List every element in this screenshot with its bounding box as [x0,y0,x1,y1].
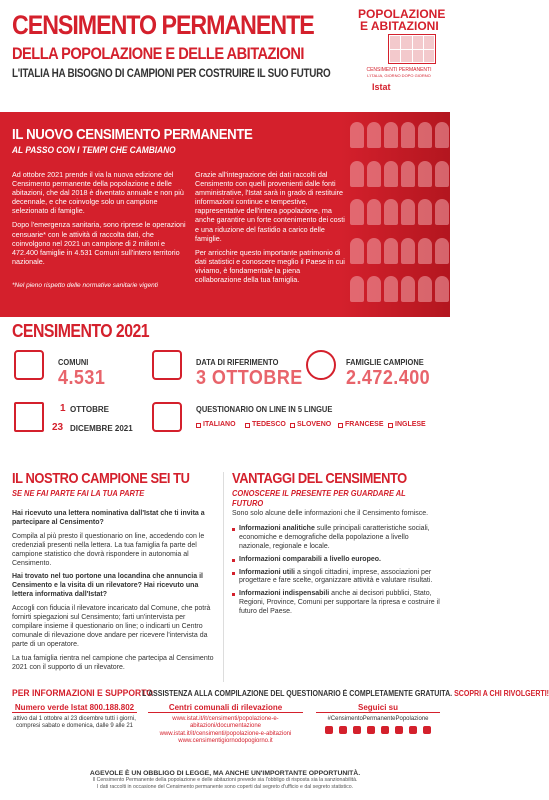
comuni-value: 4.531 [58,367,106,389]
page-subtitle: DELLA POPOLAZIONE E DELLE ABITAZIONI [12,44,304,63]
lang-item: TEDESCO [252,421,286,428]
lang-check-icon [290,423,295,428]
comuni-label: COMUNI [58,357,89,367]
census-2021-section [0,317,450,452]
youtube-icon[interactable] [381,726,389,734]
instagram-icon[interactable] [353,726,361,734]
telegram-icon[interactable] [409,726,417,734]
section-subtitle: AL PASSO CON I TEMPI CHE CAMBIANO [12,145,176,156]
legal-footer [0,770,450,791]
sample-section [0,470,450,685]
hashtag: #CensimentoPermanentePopolazione [327,716,429,723]
sample-title: IL NOSTRO CAMPIONE SEI TU [12,470,190,487]
list-item: Informazioni indispensabili anche ai decisori pubblici, Stato, Regioni, Province, Comuni per supportare la ripresa e costruire il futuro del Paese. [232,590,442,617]
questionnaire-label: QUESTIONARIO ON LINE IN 5 LINGUE [196,404,333,414]
families-value: 2.472.400 [346,367,431,389]
legal-headline: AGEVOLE È UN OBBLIGO DI LEGGE, MA ANCHE UN'IMPORTANTE OPPORTUNITÀ. [89,770,361,777]
hourglass-icon [14,402,44,432]
legal-line: I dati raccolti in occasione del Censimento permanente sono coperti dal segreto d'ufficio e dal segreto statistico. [96,784,354,790]
paragraph: Dopo l'emergenza sanitaria, sono riprese le operazioni censuarie* con le attività di raccolta dati, che coinvolgono nel 2021 un campione di 2 milioni e 472.400 famiglie in 4.531 Comuni sull'intero territorio nazionale. [12,220,186,266]
column-right [195,170,345,289]
lang-item: ITALIANO [203,421,236,428]
centers-title: Centri comunali di rilevazione [148,704,303,713]
answer: Accogli con fiducia il rilevatore incaricato dal Comune, che potrà fornirti spiegazioni sul Censimento; farti un'intervista per compilare insieme il questionario on line; o indicarti un Centro comunale di rilevazione dove andare per ricevere l'intervista da parte di un operatore. [12,605,211,648]
advantages-title: VANTAGGI DEL CENSIMENTO [232,470,407,487]
discover-link[interactable]: SCOPRI A CHI RIVOLGERTI! [454,689,549,698]
hotline-hours: attivo dal 1 ottobre al 23 dicembre tutti i giorni, compresi sabato e domenica, dalle 9 alle 21 [13,716,136,730]
logo-line4: L'ITALIA, GIORNO DOPO GIORNO [367,73,431,78]
linkedin-icon[interactable] [367,726,375,734]
paragraph: Grazie all'integrazione dei dati raccolti dal Censimento con quelli provenienti dalle fonti amministrative, l'Istat sarà in grado di restituire informazioni continue e tempestive, rappresentative dell'intera popolazione, ma anche garantire un forte contenimento dei costi e una riduzione del fastidio a carico delle famiglie. [195,170,345,243]
column-left [12,170,187,271]
family-icon [306,350,336,380]
lang-check-icon [338,423,343,428]
tagline: L'ITALIA HA BISOGNO DI CAMPIONI PER COSTRUIRE IL SUO FUTURO [12,68,331,80]
logo-line3: CENSIMENTI PERMANENTI [366,67,432,73]
hotline-column [12,704,137,731]
census-logo [358,7,446,92]
assistance-message: L'ASSISTENZA ALLA COMPILAZIONE DEL QUESTIONARIO È COMPLETAMENTE GRATUITA. SCOPRI A CHI RIVOLGERTI! [142,689,549,698]
centers-column [148,704,303,745]
section-title: IL NUOVO CENSIMENTO PERMANENTE [12,126,253,143]
list-item: Informazioni utili a singoli cittadini, imprese, associazioni per progettare e fare scelte, organizzare attività e valutare risultati. [232,569,442,587]
facebook-icon[interactable] [325,726,333,734]
end-month: DICEMBRE 2021 [70,424,133,433]
paragraph: Per arricchire questo importante patrimonio di dati statistici e conoscere meglio il Paese in cui viviamo, è fondamentale la piena collaborazione della tua famiglia. [195,247,345,285]
info-title: PER INFORMAZIONI E SUPPORTO [12,688,153,699]
lang-item: INGLESE [395,421,426,428]
list-item: Informazioni comparabili a livello europeo. [232,556,442,565]
start-month: OTTOBRE [70,405,109,414]
legal-line: Il Censimento Permanente della popolazione e delle abitazioni prevede sia l'obbligo di risposta sia la sanzionabilità. [92,777,358,783]
start-day: 1 [60,403,66,414]
lang-item: FRANCESE [345,421,384,428]
twitter-icon[interactable] [339,726,347,734]
advantages-body [232,510,442,621]
link[interactable]: www.censimentigiornodopogiorno.it [178,737,273,744]
new-census-section [0,112,450,317]
sample-subtitle: SE NE FAI PARTE FAI LA TUA PARTE [12,488,145,498]
answer: Compila al più presto il questionario on line, accedendo con le credenziali presenti nella lettera. La tua famiglia fa parte del campione statistico che dovrà rispondere in autonomia al Censimento. [12,532,205,567]
paragraph: Ad ottobre 2021 prende il via la nuova edizione del Censimento permanente della popolazione e delle abitazioni, che dal 2018 è diventato annuale e non più decennale, e che coinvolge solo un campione selezionato di famiglie. [12,170,184,216]
families-label: FAMIGLIE CAMPIONE [346,357,424,367]
footnote: *Nel pieno rispetto delle normative sanitarie vigenti [12,282,158,289]
people-icon-group [350,122,450,312]
istat-logo: Istat [372,82,391,92]
link[interactable]: www.istat.it/it/censimenti/popolazione-e-abitazioni [159,730,292,737]
end-day: 23 [52,422,64,433]
question: Hai ricevuto una lettera nominativa dall'Istat che ti invita a partecipare al Censimento? [12,510,205,526]
advantages-intro: Sono solo alcune delle informazioni che il Censimento fornisce. [232,510,429,517]
follow-title: Seguici su [316,704,440,713]
section-title: CENSIMENTO 2021 [12,321,150,341]
lang-item: SLOVENO [297,421,332,428]
hotline-number[interactable]: Numero verde Istat 800.188.802 [12,704,137,713]
logo-line1: POPOLAZIONE [358,7,446,21]
answer: La tua famiglia rientra nel campione che partecipa al Censimento 2021 con il supporto di un rilevatore. [12,654,214,671]
pinterest-icon[interactable] [423,726,431,734]
list-item: Informazioni analitiche sulle principali caratteristiche sociali, economiche e demografiche della popolazione a livello nazionale, regionale e locale. [232,525,442,552]
question: Hai trovato nel tuo portone una locandina che annuncia il Censimento e la visita di un rilevatore? Hai ricevuto una lettera informativa dall'Istat? [12,573,203,599]
divider [223,472,224,682]
info-support-section [0,688,549,770]
sample-body [12,510,217,678]
lang-check-icon [196,423,201,428]
reference-date-label: DATA DI RIFERIMENTO [196,357,279,367]
link[interactable]: www.istat.it/it/censimenti/popolazione-e-abitazioni/documentazione [172,716,279,730]
lang-check-icon [245,423,250,428]
social-column [316,704,440,734]
checkbox-icon [152,402,182,432]
advantages-subtitle: CONOSCERE IL PRESENTE PER GUARDARE AL FUTURO [232,488,406,508]
logo-line2: E ABITAZIONI [360,19,439,33]
logo-grid-icon [388,34,436,64]
lang-check-icon [388,423,393,428]
building-icon [14,350,44,380]
calendar-icon [152,350,182,380]
page-title: CENSIMENTO PERMANENTE [12,10,314,40]
header [0,0,450,112]
flickr-icon[interactable] [395,726,403,734]
reference-date-value: 3 OTTOBRE [196,367,303,389]
social-icons [316,726,440,734]
